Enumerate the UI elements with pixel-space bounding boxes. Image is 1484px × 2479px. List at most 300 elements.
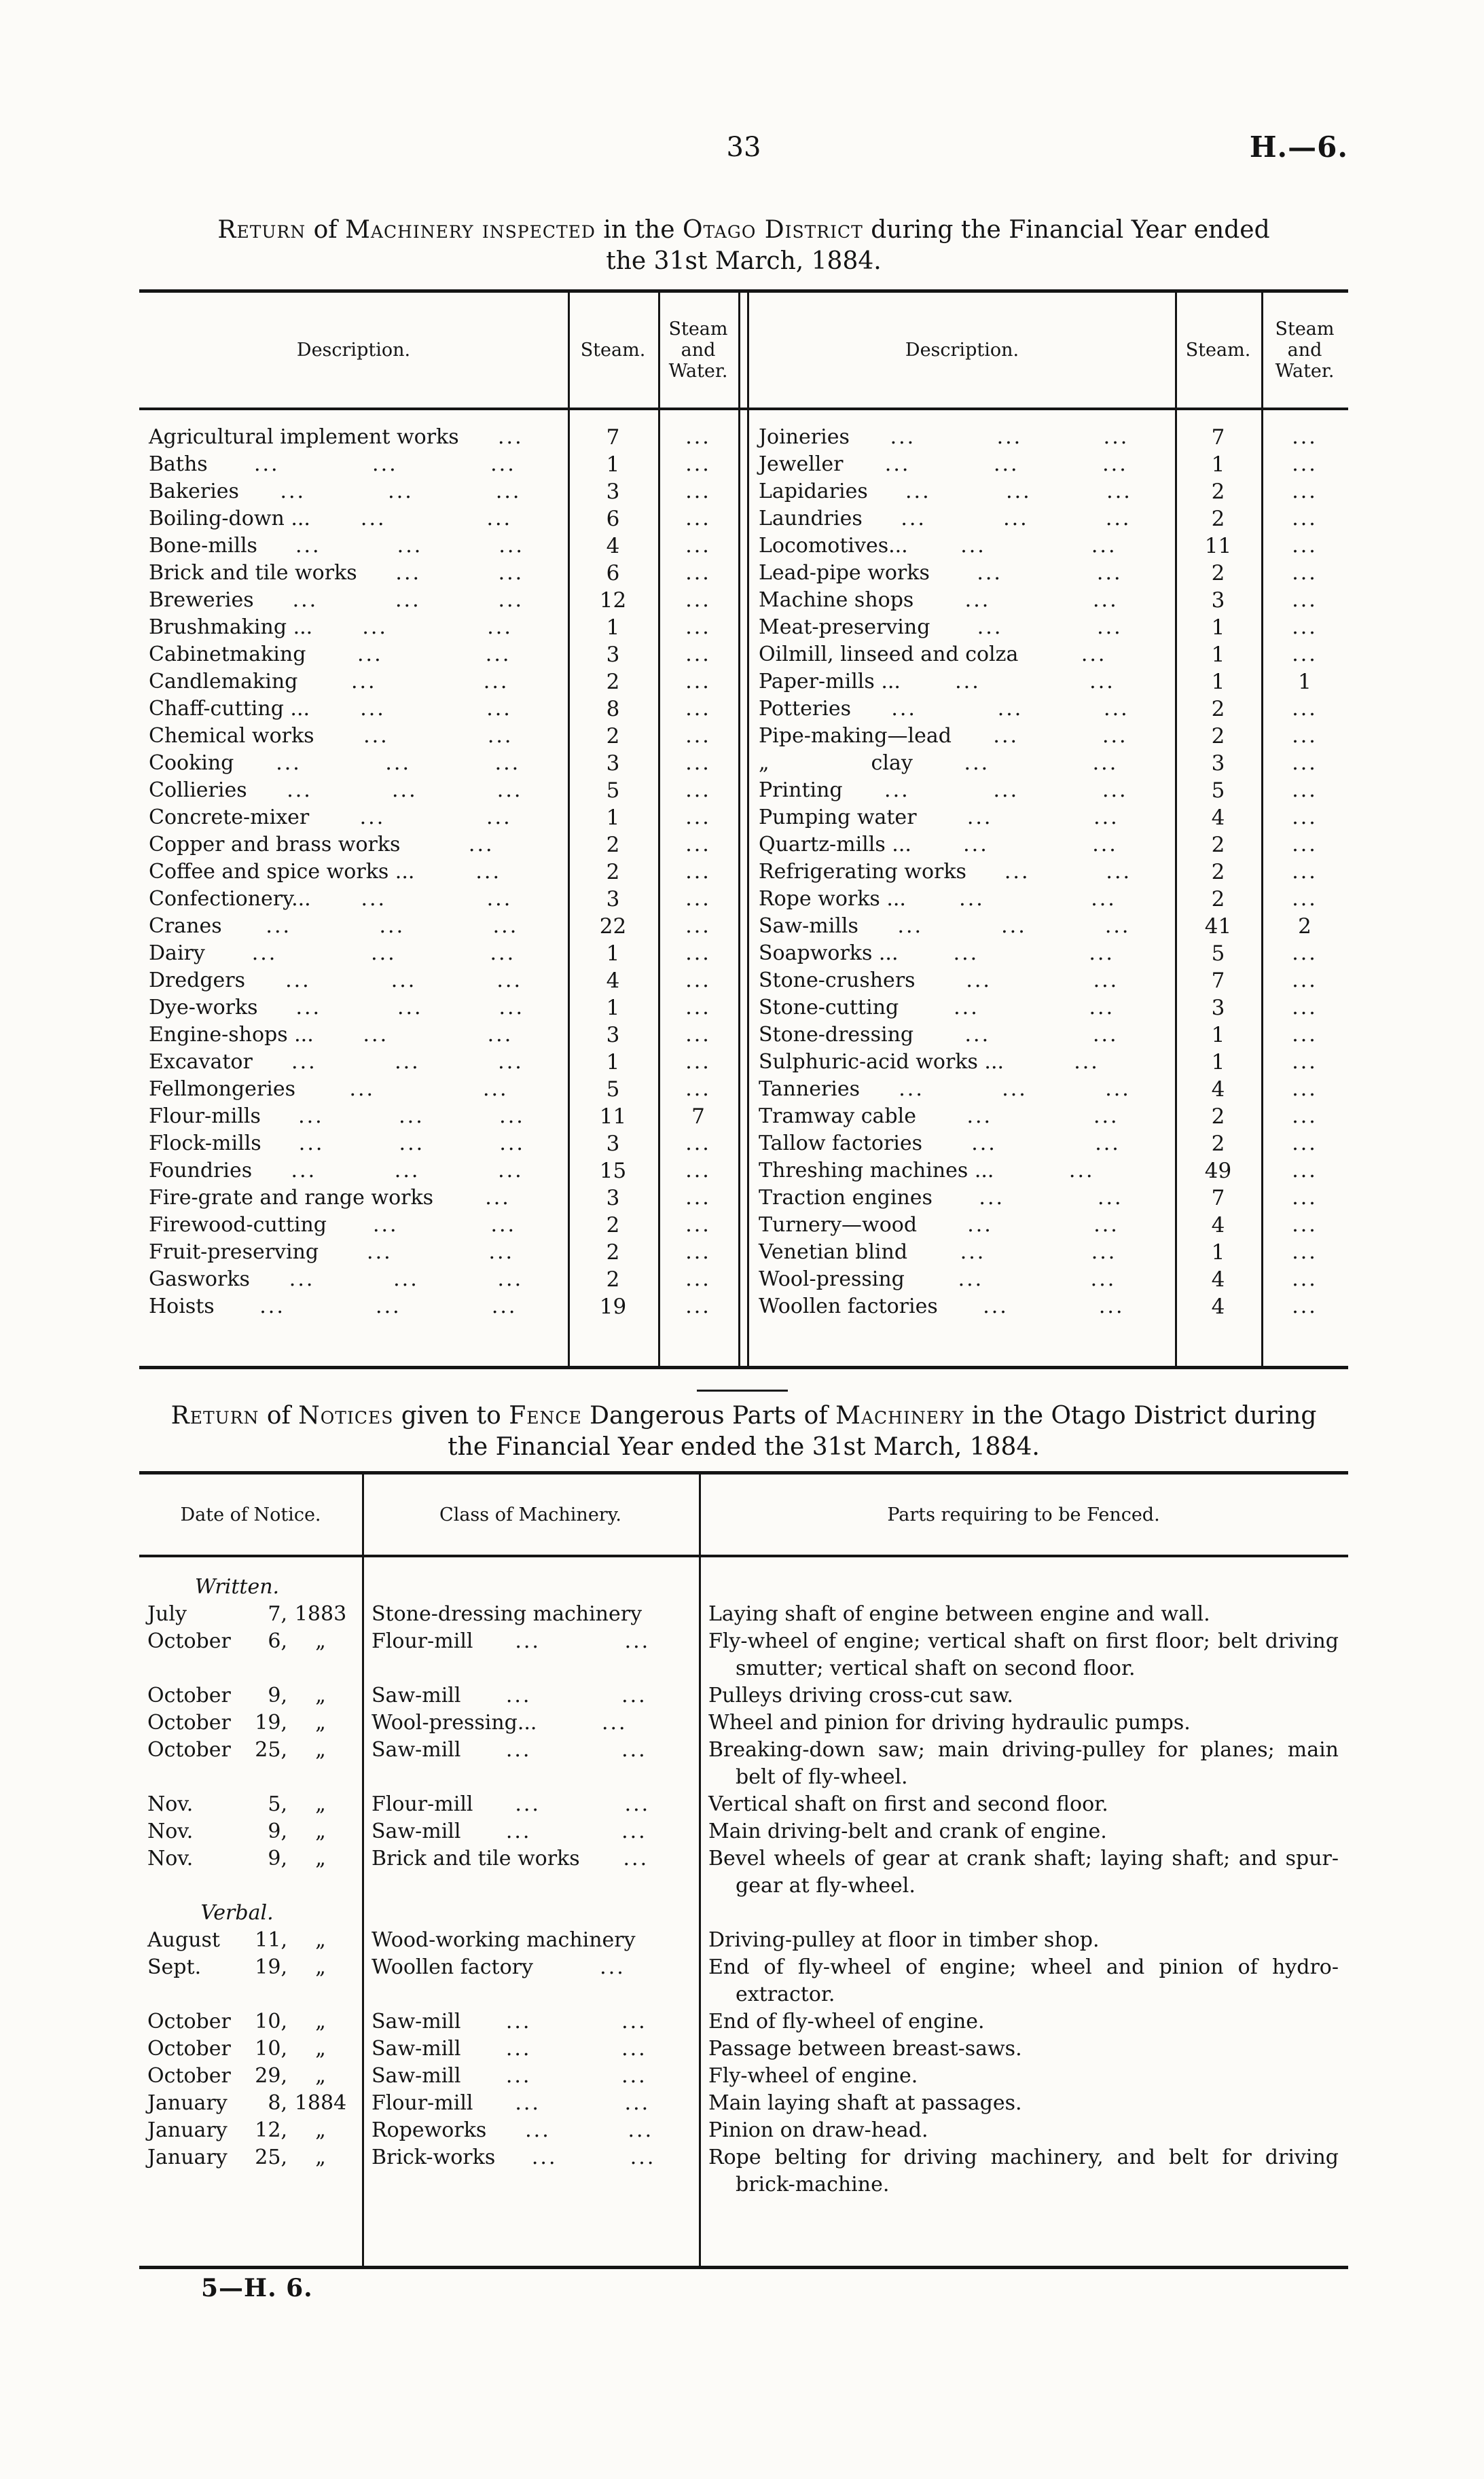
steam-count-cell: 2 — [1211, 697, 1225, 721]
machinery-description: Paper-mills ... — [759, 670, 901, 693]
notice-date-cell — [139, 2144, 362, 2198]
machinery-row — [139, 614, 738, 641]
steam-and-water-count-cell: ... — [685, 643, 711, 666]
leader-dots: ... — [498, 588, 524, 612]
notice-machinery-class-cell — [362, 1601, 699, 1628]
leader-dots: ... — [486, 697, 512, 721]
leader-dots: ... — [298, 1104, 324, 1128]
machinery-row — [139, 804, 738, 831]
steam-count-cell: 3 — [606, 643, 620, 667]
steam-and-water-count-cell: ... — [1292, 1132, 1318, 1155]
leader-dots: ... — [505, 2010, 532, 2033]
column-header-description: Description. — [296, 340, 411, 361]
leader-dots: ... — [395, 1050, 420, 1074]
machinery-description: Dye-works — [149, 996, 258, 1019]
machinery-description: Saw-mills — [759, 914, 858, 938]
machinery-description: Locomotives... — [759, 534, 908, 558]
notice-day: 25, — [255, 1738, 287, 1762]
notice-year: „ — [315, 2146, 326, 2169]
steam-count-cell: 4 — [1211, 1213, 1225, 1237]
machinery-description: Gasworks — [149, 1267, 250, 1291]
title-segment: during the Financial Year ended — [863, 216, 1270, 244]
leader-dots: ... — [1003, 507, 1029, 530]
machinery-table-title-line1 — [102, 215, 1386, 246]
steam-and-water-count-cell: ... — [685, 860, 711, 884]
machinery-description-cell — [139, 1266, 568, 1293]
machinery-description: Dairy — [149, 941, 205, 965]
notice-month: August — [147, 1928, 220, 1952]
notice-day: 10, — [255, 2037, 287, 2061]
machinery-table-body-left — [139, 410, 738, 1320]
machinery-description: Oilmill, linseed and colza — [759, 643, 1019, 666]
steam-and-water-count-cell: ... — [1292, 996, 1318, 1019]
machinery-row — [139, 1212, 738, 1239]
machinery-description-cell — [749, 587, 1175, 614]
notice-month: October — [147, 1738, 231, 1762]
machinery-description: „ clay — [759, 751, 913, 775]
leader-dots: ... — [499, 534, 524, 558]
notice-parts-cell: Vertical shaft on first and second floor. — [708, 1792, 1108, 1816]
notice-parts-cell: Main laying shaft at passages. — [708, 2091, 1022, 2115]
notice-month: October — [147, 2010, 231, 2033]
machinery-row — [139, 831, 738, 858]
leader-dots: ... — [487, 615, 513, 639]
machinery-row — [139, 1293, 738, 1320]
notice-year: 1884 — [294, 2091, 347, 2115]
notice-row — [139, 2090, 1348, 2117]
leader-dots: ... — [1102, 724, 1128, 748]
steam-and-water-count-cell: ... — [685, 941, 711, 965]
machinery-row — [749, 1103, 1348, 1130]
machinery-description: Brick and tile works — [149, 561, 357, 585]
steam-and-water-count-cell: ... — [685, 1023, 711, 1047]
steam-count-cell: 6 — [606, 507, 620, 531]
machinery-row — [749, 886, 1348, 913]
leader-dots: ... — [372, 1213, 399, 1237]
notice-machinery-class: Saw-mill — [372, 1820, 461, 1843]
notice-day: 9, — [268, 1684, 287, 1707]
leader-dots: ... — [505, 1820, 532, 1843]
leader-dots: ... — [487, 1023, 513, 1047]
machinery-row — [749, 913, 1348, 940]
leader-dots: ... — [360, 697, 386, 721]
steam-count-cell: 2 — [1211, 833, 1225, 857]
steam-and-water-count-cell: ... — [685, 479, 711, 503]
machinery-description-cell — [139, 1157, 568, 1184]
steam-and-water-count-cell: ... — [1292, 561, 1318, 585]
leader-dots: ... — [393, 1267, 419, 1291]
machinery-description: Copper and brass works — [149, 833, 401, 856]
machinery-description: Traction engines — [759, 1186, 933, 1210]
machinery-description-cell — [749, 1293, 1175, 1320]
machinery-description: Printing — [759, 778, 843, 802]
machinery-description: Lead-pipe works — [759, 561, 930, 585]
leader-dots: ... — [495, 479, 522, 503]
notice-parts-cell: End of fly-wheel of engine; wheel and pinion of hydro-extractor. — [708, 1955, 1339, 2006]
machinery-row — [139, 1130, 738, 1157]
leader-dots: ... — [977, 615, 1003, 639]
notice-year: „ — [315, 1955, 326, 1979]
leader-dots: ... — [372, 452, 398, 476]
steam-count-cell: 1 — [606, 615, 620, 640]
steam-and-water-count-cell: ... — [685, 887, 711, 911]
notice-year: „ — [315, 2037, 326, 2061]
machinery-description-cell — [749, 1130, 1175, 1157]
notice-date-cell — [139, 2063, 362, 2090]
machinery-description-cell — [749, 1212, 1175, 1239]
steam-count-cell: 5 — [606, 1077, 620, 1102]
leader-dots: ... — [983, 1295, 1009, 1318]
machinery-row — [749, 424, 1348, 451]
title-segment: Notices — [298, 1402, 394, 1430]
machinery-table-title — [102, 215, 1386, 277]
leader-dots: ... — [505, 2064, 532, 2088]
leader-dots: ... — [395, 588, 421, 612]
notice-section-heading: Verbal. — [200, 1901, 274, 1925]
notice-machinery-class-cell — [362, 1709, 699, 1737]
column-header-date-of-notice: Date of Notice. — [180, 1504, 321, 1525]
machinery-description-cell — [139, 532, 568, 560]
steam-and-water-count-cell: ... — [685, 452, 711, 476]
title-segment: in the — [595, 216, 683, 244]
steam-and-water-count-cell: ... — [1292, 1159, 1318, 1182]
notice-month: October — [147, 1711, 231, 1735]
steam-and-water-count-cell: ... — [1292, 887, 1318, 911]
title-segment: of — [306, 216, 346, 244]
machinery-row — [139, 777, 738, 804]
notice-year: „ — [315, 1629, 326, 1653]
steam-count-cell: 3 — [606, 887, 620, 911]
column-header-steam: Steam. — [580, 340, 646, 361]
steam-and-water-count-cell: ... — [1292, 941, 1318, 965]
leader-dots: ... — [498, 425, 524, 449]
notice-year: „ — [315, 1847, 326, 1870]
machinery-description: Turnery—wood — [759, 1213, 918, 1237]
machinery-description: Fruit-preserving — [149, 1240, 319, 1264]
steam-and-water-count-cell: ... — [685, 561, 711, 585]
leader-dots: ... — [363, 724, 389, 748]
leader-dots: ... — [621, 2037, 647, 2061]
column-header-steam-and-water: Steam and Water. — [668, 319, 728, 382]
leader-dots: ... — [1091, 1240, 1117, 1264]
leader-dots: ... — [486, 887, 513, 911]
leader-dots: ... — [292, 588, 319, 612]
steam-count-cell: 7 — [606, 425, 620, 450]
machinery-description: Baths — [149, 452, 208, 476]
machinery-description-cell — [749, 940, 1175, 967]
notice-date-cell — [139, 1601, 362, 1628]
machinery-description-cell — [139, 777, 568, 804]
machinery-description: Meat-preserving — [759, 615, 930, 639]
steam-and-water-count-cell: ... — [1292, 860, 1318, 884]
steam-and-water-count-cell: ... — [685, 1240, 711, 1264]
machinery-row — [139, 1049, 738, 1076]
notice-month: January — [147, 2146, 228, 2169]
machinery-row — [749, 614, 1348, 641]
notice-row — [139, 2063, 1348, 2090]
notice-day: 10, — [255, 2010, 287, 2033]
leader-dots: ... — [1004, 860, 1030, 884]
steam-and-water-count-cell: ... — [1292, 1186, 1318, 1210]
machinery-description-cell — [139, 641, 568, 668]
machinery-description-cell — [139, 1076, 568, 1103]
leader-dots: ... — [492, 914, 519, 938]
steam-and-water-count-cell: ... — [685, 778, 711, 802]
leader-dots: ... — [624, 1792, 651, 1816]
leader-dots: ... — [1091, 534, 1117, 558]
leader-dots: ... — [1097, 615, 1123, 639]
leader-dots: ... — [498, 1159, 524, 1182]
leader-dots: ... — [624, 1629, 651, 1653]
leader-dots: ... — [630, 2146, 656, 2169]
leader-dots: ... — [601, 1711, 628, 1735]
leader-dots: ... — [361, 887, 387, 911]
leader-dots: ... — [1091, 887, 1117, 911]
steam-and-water-count-cell: ... — [1292, 1213, 1318, 1237]
notice-day: 25, — [255, 2146, 287, 2169]
steam-and-water-count-cell: ... — [685, 588, 711, 612]
leader-dots: ... — [1093, 806, 1119, 829]
leader-dots: ... — [1106, 860, 1132, 884]
notice-day: 9, — [268, 1847, 287, 1870]
machinery-description: Jeweller — [759, 452, 844, 476]
date-spacer — [231, 1709, 251, 1737]
steam-count-cell: 3 — [606, 1023, 620, 1047]
steam-count-cell: 2 — [1211, 507, 1225, 531]
notice-machinery-class: Flour-mill — [372, 2091, 473, 2115]
steam-count-cell: 2 — [1211, 479, 1225, 504]
machinery-row — [139, 560, 738, 587]
steam-and-water-count-cell: ... — [685, 615, 711, 639]
notice-year: „ — [315, 1820, 326, 1843]
leader-dots: ... — [490, 1213, 517, 1237]
paper-reference: H.—6. — [1249, 130, 1348, 164]
machinery-description: Collieries — [149, 778, 247, 802]
steam-count-cell: 3 — [1211, 996, 1225, 1020]
machinery-description: Wool-pressing — [759, 1267, 905, 1291]
notice-row — [139, 1682, 1348, 1709]
machinery-description-cell — [749, 560, 1175, 587]
leader-dots: ... — [487, 724, 513, 748]
leader-dots: ... — [496, 778, 523, 802]
machinery-row — [749, 1184, 1348, 1212]
notice-day: 12, — [255, 2118, 287, 2142]
leader-dots: ... — [971, 1132, 997, 1155]
notice-day: 19, — [255, 1711, 287, 1735]
steam-and-water-count-cell: ... — [1292, 507, 1318, 530]
notice-day: 8, — [268, 2091, 287, 2115]
leader-dots: ... — [960, 534, 986, 558]
steam-count-cell: 2 — [606, 860, 620, 884]
leader-dots: ... — [385, 751, 411, 775]
machinery-description-cell — [139, 1049, 568, 1076]
leader-dots: ... — [890, 425, 916, 449]
title-segment: Otago District — [682, 216, 863, 244]
notice-machinery-class-cell — [362, 2063, 699, 2090]
machinery-row — [749, 804, 1348, 831]
notice-month: October — [147, 1684, 231, 1707]
machinery-description-cell — [749, 1076, 1175, 1103]
leader-dots: ... — [485, 643, 511, 666]
leader-dots: ... — [515, 2091, 541, 2115]
notice-month: January — [147, 2091, 228, 2115]
machinery-description-cell — [749, 641, 1175, 668]
leader-dots: ... — [621, 2010, 647, 2033]
leader-dots: ... — [1093, 1104, 1119, 1128]
machinery-description: Chaff-cutting ... — [149, 697, 310, 721]
machinery-row — [749, 723, 1348, 750]
notice-row — [139, 2035, 1348, 2063]
leader-dots: ... — [899, 1077, 924, 1101]
machinery-description: Coffee and spice works ... — [149, 860, 415, 884]
machinery-description: Threshing machines ... — [759, 1159, 994, 1182]
steam-and-water-count-cell: 2 — [1298, 914, 1311, 939]
notice-parts-cell: Rope belting for driving machinery, and belt for driving brick-machine. — [708, 2146, 1339, 2196]
notice-date-cell — [139, 1845, 362, 1900]
date-spacer — [187, 1601, 251, 1628]
steam-count-cell: 4 — [606, 969, 620, 993]
leader-dots: ... — [955, 670, 981, 693]
leader-dots: ... — [491, 1295, 518, 1318]
leader-dots: ... — [499, 996, 525, 1019]
notice-month: Nov. — [147, 1820, 194, 1843]
machinery-description: Firewood-cutting — [149, 1213, 327, 1237]
leader-dots: ... — [251, 941, 278, 965]
notice-date-cell — [139, 1737, 362, 1791]
machinery-description: Excavator — [149, 1050, 253, 1074]
leader-dots: ... — [600, 1955, 626, 1979]
notice-day: 29, — [255, 2064, 287, 2088]
steam-and-water-count-cell: ... — [685, 724, 711, 748]
leader-dots: ... — [1090, 1267, 1117, 1291]
machinery-description-cell — [749, 831, 1175, 858]
machinery-description-cell — [139, 451, 568, 478]
steam-and-water-count-cell: ... — [685, 1050, 711, 1074]
leader-dots: ... — [966, 806, 993, 829]
machinery-description: Bakeries — [149, 479, 239, 503]
title-segment: Fence — [509, 1402, 582, 1430]
leader-dots: ... — [1105, 1077, 1131, 1101]
machinery-description: Stone-cutting — [759, 996, 899, 1019]
leader-dots: ... — [475, 860, 501, 884]
machinery-row — [139, 668, 738, 695]
notice-year: „ — [315, 1928, 326, 1952]
leader-dots: ... — [1006, 479, 1032, 503]
leader-dots: ... — [1106, 479, 1132, 503]
machinery-description-cell — [749, 967, 1175, 994]
machinery-description-cell — [139, 804, 568, 831]
steam-count-cell: 19 — [599, 1295, 627, 1319]
steam-count-cell: 4 — [1211, 1267, 1225, 1292]
leader-dots: ... — [349, 1077, 376, 1101]
machinery-row — [139, 424, 738, 451]
machinery-description-cell — [749, 858, 1175, 886]
leader-dots: ... — [397, 996, 423, 1019]
notice-machinery-class: Wool-pressing... — [372, 1711, 537, 1735]
steam-count-cell: 22 — [599, 914, 627, 939]
steam-and-water-count-cell: ... — [685, 670, 711, 693]
page-footer-signature: 5—H. 6. — [201, 2274, 313, 2302]
machinery-description-cell — [139, 1293, 568, 1320]
machinery-description: Bone-mills — [149, 534, 257, 558]
leader-dots: ... — [276, 751, 302, 775]
steam-and-water-count-cell: 1 — [1298, 670, 1311, 694]
machinery-description: Agricultural implement works — [149, 425, 459, 449]
machinery-description-cell — [139, 1021, 568, 1049]
notice-machinery-class-cell — [362, 1682, 699, 1709]
steam-and-water-count-cell: ... — [685, 1077, 711, 1101]
machinery-table-header-right — [749, 293, 1348, 408]
notice-date-cell — [139, 2008, 362, 2035]
notices-table — [139, 1471, 1348, 2269]
notice-machinery-class: Saw-mill — [372, 2037, 461, 2061]
leader-dots: ... — [505, 1684, 532, 1707]
machinery-description: Brushmaking ... — [149, 615, 313, 639]
leader-dots: ... — [959, 887, 985, 911]
machinery-row — [139, 1266, 738, 1293]
machinery-description-cell — [749, 723, 1175, 750]
machinery-description-cell — [139, 723, 568, 750]
steam-count-cell: 15 — [599, 1159, 627, 1183]
notice-parts-cell: Main driving-belt and crank of engine. — [708, 1820, 1107, 1843]
steam-count-cell: 2 — [606, 1213, 620, 1237]
machinery-row — [139, 505, 738, 532]
machinery-description-cell — [139, 560, 568, 587]
leader-dots: ... — [490, 941, 516, 965]
machinery-description-cell — [749, 777, 1175, 804]
steam-count-cell: 2 — [606, 1267, 620, 1292]
steam-count-cell: 2 — [606, 1240, 620, 1265]
leader-dots: ... — [392, 778, 418, 802]
machinery-description: Fellmongeries — [149, 1077, 295, 1101]
machinery-description: Flour-mills — [149, 1104, 261, 1128]
leader-dots: ... — [395, 561, 422, 585]
machinery-description-cell — [749, 478, 1175, 505]
leader-dots: ... — [497, 1267, 524, 1291]
machinery-row — [139, 994, 738, 1021]
leader-dots: ... — [884, 452, 911, 476]
machinery-description: Lapidaries — [759, 479, 868, 503]
machinery-description-cell — [139, 1130, 568, 1157]
title-segment: Machinery inspected — [345, 216, 596, 244]
leader-dots: ... — [1096, 561, 1123, 585]
notice-date-cell — [139, 1818, 362, 1845]
date-spacer — [231, 2008, 251, 2035]
notice-machinery-class: Wood-working machinery — [372, 1928, 636, 1952]
machinery-description: Fire-grate and range works — [149, 1186, 434, 1210]
notice-date-cell — [139, 2090, 362, 2117]
notice-machinery-class-cell — [362, 1791, 699, 1818]
notice-machinery-class: Woollen factory — [372, 1955, 533, 1979]
machinery-description: Pumping water — [759, 806, 917, 829]
machinery-description: Refrigerating works — [759, 860, 966, 884]
machinery-description-cell — [749, 424, 1175, 451]
column-header-steam-and-water: Steam and Water. — [1275, 319, 1335, 382]
notice-machinery-class: Saw-mill — [372, 1738, 461, 1762]
leader-dots: ... — [505, 1738, 532, 1762]
leader-dots: ... — [964, 751, 990, 775]
notice-parts-cell: Bevel wheels of gear at crank shaft; laying shaft; and spur-gear at fly-wheel. — [708, 1847, 1339, 1898]
machinery-row — [749, 967, 1348, 994]
machinery-description: Tanneries — [759, 1077, 861, 1101]
steam-count-cell: 2 — [1211, 860, 1225, 884]
machinery-description-cell — [139, 750, 568, 777]
leader-dots: ... — [621, 1738, 647, 1762]
notice-parts-cell: Pinion on draw-head. — [708, 2118, 928, 2142]
machinery-row — [139, 723, 738, 750]
machinery-row — [139, 1184, 738, 1212]
leader-dots: ... — [1074, 1050, 1100, 1074]
